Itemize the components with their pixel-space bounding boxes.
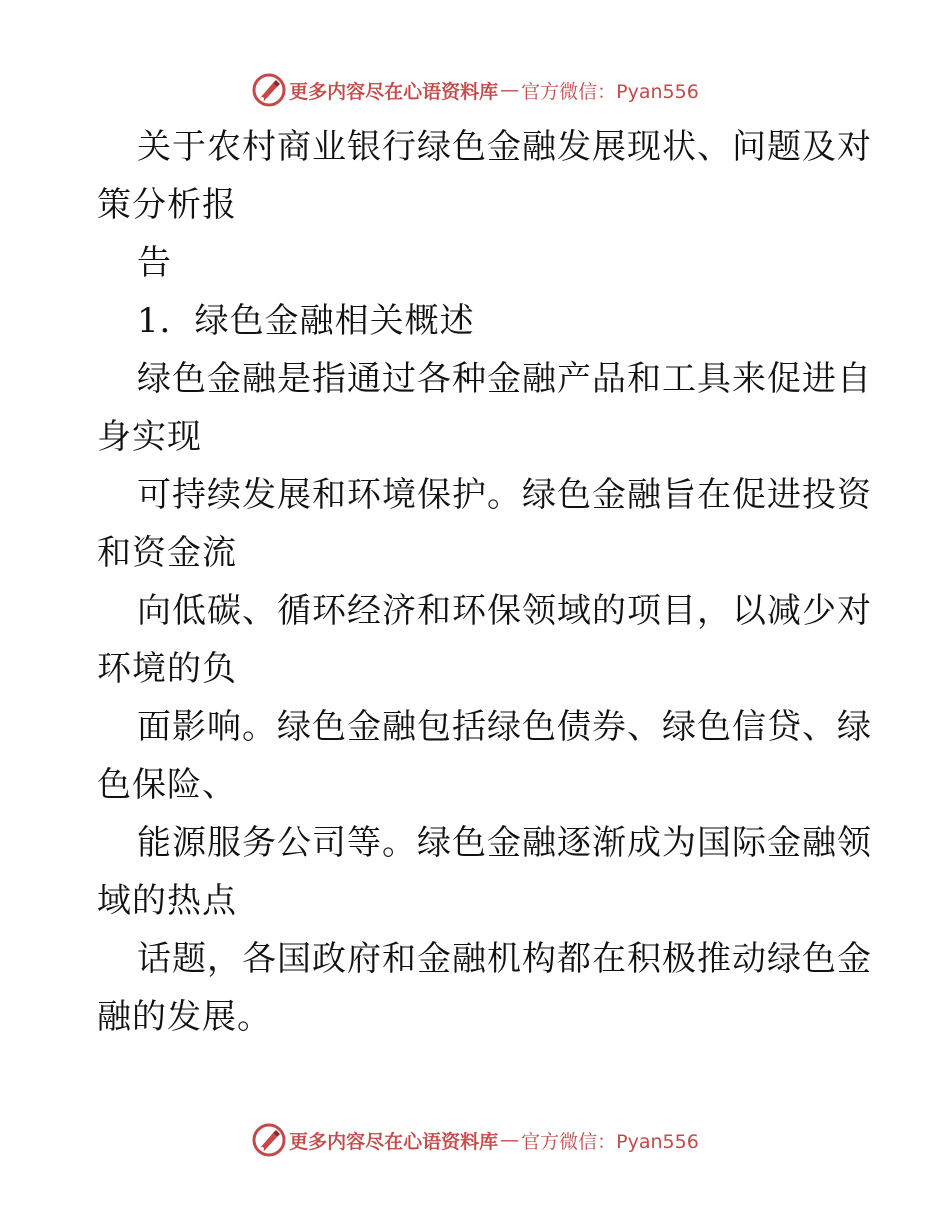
paragraph-line: 面影响。绿色金融包括绿色债券、绿色信贷、绿 bbox=[137, 707, 872, 747]
banner-contact-text: 官方微信：Pyan556 bbox=[521, 1130, 699, 1153]
banner-dash: — bbox=[500, 1129, 520, 1151]
paragraph-line: 可持续发展和环境保护。绿色金融旨在促进投资 bbox=[137, 475, 872, 515]
paragraph-line: 话题，各国政府和金融机构都在积极推动绿色金 bbox=[137, 939, 872, 979]
paragraph-line: 绿色金融是指通过各种金融产品和工具来促进自 bbox=[137, 359, 872, 399]
header-banner bbox=[0, 70, 950, 110]
paragraph-line: 能源服务公司等。绿色金融逐渐成为国际金融领 bbox=[137, 823, 872, 863]
paragraph-line: 环境的负 bbox=[97, 649, 237, 689]
paragraph-line: 和资金流 bbox=[97, 533, 237, 573]
banner-promo-text: 更多内容尽在心语资料库 bbox=[289, 80, 499, 103]
paragraph-line: 向低碳、循环经济和环保领域的项目，以减少对 bbox=[137, 591, 872, 631]
title-line-1: 关于农村商业银行绿色金融发展现状、问题及对 bbox=[137, 127, 872, 167]
paragraph-line: 域的热点 bbox=[97, 881, 237, 921]
pen-logo-icon bbox=[251, 1122, 287, 1158]
banner-contact-text: 官方微信：Pyan556 bbox=[521, 80, 699, 103]
document-body bbox=[97, 118, 872, 1046]
paragraph-line: 色保险、 bbox=[97, 765, 237, 805]
banner-dash: — bbox=[500, 79, 520, 101]
title-line-3: 告 bbox=[137, 243, 172, 283]
paragraph-line: 融的发展。 bbox=[97, 997, 272, 1037]
section-heading: 1．绿色金融相关概述 bbox=[137, 301, 475, 341]
title-line-2: 策分析报 bbox=[97, 185, 237, 225]
paragraph-line: 身实现 bbox=[97, 417, 202, 457]
footer-banner bbox=[0, 1120, 950, 1160]
pen-logo-icon bbox=[251, 72, 287, 108]
banner-promo-text: 更多内容尽在心语资料库 bbox=[289, 1130, 499, 1153]
